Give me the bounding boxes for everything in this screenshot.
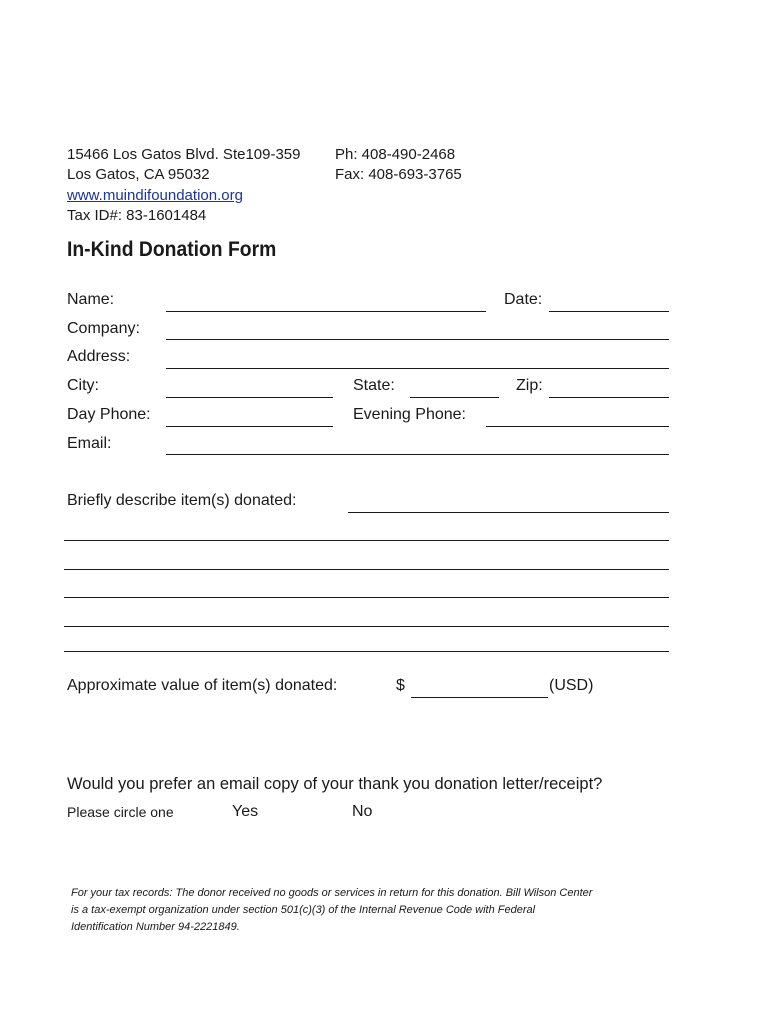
fax-number: Fax: 408-693-3765 (335, 166, 462, 183)
address-field[interactable] (166, 368, 669, 369)
name-field[interactable] (166, 311, 486, 312)
footer-note-line-3: Identification Number 94-2221849. (71, 921, 240, 933)
company-field[interactable] (166, 339, 669, 340)
address-line-1: 15466 Los Gatos Blvd. Ste109-359 (67, 146, 301, 163)
option-no[interactable]: No (352, 803, 373, 820)
day-phone-field[interactable] (166, 426, 333, 427)
form-title: In-Kind Donation Form (67, 238, 277, 261)
state-label: State: (353, 377, 395, 394)
phone-number: Ph: 408-490-2468 (335, 146, 456, 163)
zip-label: Zip: (516, 377, 543, 394)
circle-instruction: Please circle one (67, 804, 174, 820)
description-label: Briefly describe item(s) donated: (67, 492, 297, 509)
email-label: Email: (67, 435, 112, 452)
description-line-2[interactable] (64, 540, 669, 541)
email-field[interactable] (166, 454, 669, 455)
description-line-5[interactable] (64, 626, 669, 627)
receipt-question: Would you prefer an email copy of your thank you donation letter/receipt? (67, 775, 603, 793)
date-field[interactable] (549, 311, 669, 312)
value-field[interactable] (411, 697, 548, 698)
description-line-3[interactable] (64, 569, 669, 570)
evening-phone-label: Evening Phone: (353, 406, 466, 423)
tax-id: Tax ID#: 83-1601484 (67, 207, 207, 224)
value-label: Approximate value of item(s) donated: (67, 677, 338, 694)
description-line-1[interactable] (348, 512, 669, 513)
footer-note-line-2: is a tax-exempt organization under section 501(c)(3) of the Internal Revenue Code with Federal (71, 904, 536, 916)
city-field[interactable] (166, 397, 333, 398)
evening-phone-field[interactable] (486, 426, 669, 427)
address-label: Address: (67, 348, 131, 365)
address-line-2: Los Gatos, CA 95032 (67, 166, 210, 183)
state-field[interactable] (410, 397, 499, 398)
zip-field[interactable] (549, 397, 669, 398)
website-link[interactable]: www.muindifoundation.org (67, 187, 243, 204)
company-label: Company: (67, 320, 140, 337)
city-label: City: (67, 377, 99, 394)
date-label: Date: (504, 291, 543, 308)
currency-label: (USD) (549, 677, 594, 694)
footer-note-line-1: For your tax records: The donor received no goods or services in return for this donation. Bill Wilson Center (71, 887, 593, 899)
name-label: Name: (67, 291, 115, 308)
day-phone-label: Day Phone: (67, 406, 151, 423)
description-line-6[interactable] (64, 651, 669, 652)
dollar-sign: $ (396, 677, 405, 694)
option-yes[interactable]: Yes (232, 803, 259, 820)
description-line-4[interactable] (64, 597, 669, 598)
